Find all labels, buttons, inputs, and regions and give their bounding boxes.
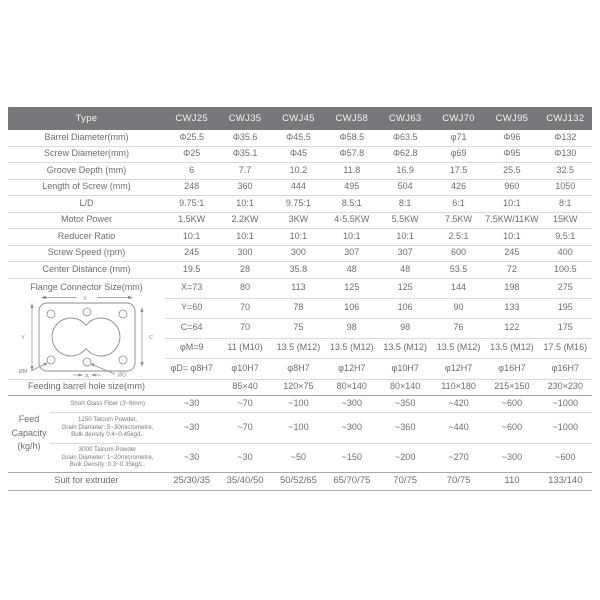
value-cell: 307 bbox=[397, 247, 413, 258]
column-header: CWJ132 bbox=[546, 113, 585, 124]
value-cell: 106 bbox=[397, 302, 413, 313]
column-header: CWJ45 bbox=[282, 113, 315, 124]
value-cell: 13.5 (M12) bbox=[276, 342, 321, 353]
value-cell: 10:1 bbox=[182, 230, 201, 241]
column-header: CWJ25 bbox=[175, 113, 209, 124]
value-cell: ~30 bbox=[237, 451, 253, 462]
flange-label-cell bbox=[8, 279, 165, 379]
value-cell: 13.5 (M12) bbox=[330, 342, 374, 353]
material-label bbox=[50, 396, 165, 412]
value-cell: 110 bbox=[504, 474, 520, 486]
value-cell: 110×180 bbox=[441, 381, 476, 392]
dim-c-label: C bbox=[148, 334, 153, 341]
value-cell: φ16H7 bbox=[551, 362, 579, 373]
value-cell: 1.5KW bbox=[178, 214, 206, 225]
value-cell: ~300 bbox=[341, 397, 362, 408]
value-cell: 100.5 bbox=[554, 263, 577, 274]
value-cell: 10:1 bbox=[343, 230, 361, 241]
value-cell: 300 bbox=[237, 247, 253, 258]
value-cell: 444 bbox=[290, 181, 306, 192]
value-cell: ~300 bbox=[341, 421, 362, 432]
dimension-c bbox=[140, 307, 143, 367]
row-label: Screw Diameter(mm) bbox=[43, 148, 129, 159]
row-label: Suit for extruder bbox=[54, 475, 119, 486]
value-cell: ~30 bbox=[184, 421, 200, 432]
value-cell: 2.5:1 bbox=[448, 230, 469, 241]
value-cell: 122 bbox=[504, 322, 520, 333]
feeding-barrel-row-host bbox=[8, 380, 592, 396]
value-cell: 275 bbox=[557, 282, 573, 293]
value-cell: 13.5 (M12) bbox=[383, 342, 427, 353]
value-cell: 5.5KW bbox=[391, 214, 419, 225]
value-cell: 2.2KW bbox=[231, 214, 259, 225]
value-cell: Φ35.1 bbox=[232, 148, 258, 159]
material-label-line: Short Glass Fiber (3~6mm) bbox=[70, 399, 145, 407]
value-cell: 504 bbox=[397, 181, 413, 192]
value-cell: 78 bbox=[293, 302, 304, 313]
material-label-line: 3000 Talcum Powder bbox=[78, 445, 137, 453]
row-label: Barrel Diameter(mm) bbox=[44, 131, 129, 142]
feed-capacity-row bbox=[50, 396, 592, 413]
value-cell: 426 bbox=[451, 181, 467, 192]
value-cell: Φ25.5 bbox=[179, 131, 205, 142]
material-label-line: Bulk Density: 0.3~0.35kg/L. bbox=[69, 461, 146, 469]
value-cell: 495 bbox=[344, 181, 360, 192]
value-cell: 98 bbox=[346, 322, 357, 333]
flange-row bbox=[165, 359, 592, 379]
value-cell: φ16H7 bbox=[498, 362, 526, 373]
value-cell: 6:1 bbox=[452, 197, 465, 208]
value-cell: Φ58.5 bbox=[339, 131, 365, 142]
value-cell: 9.75:1 bbox=[179, 197, 205, 208]
leader-hole-m bbox=[31, 362, 48, 371]
material-label bbox=[50, 413, 165, 443]
flange-row bbox=[165, 339, 592, 359]
value-cell: 10.2 bbox=[289, 164, 308, 175]
column-header: CWJ70 bbox=[442, 113, 475, 124]
value-cell: 13.5 (M12) bbox=[490, 342, 534, 353]
hole-m-label: ØM bbox=[18, 368, 27, 375]
value-cell: Y=60 bbox=[181, 302, 203, 313]
table-row bbox=[8, 229, 592, 246]
value-cell: 48 bbox=[400, 263, 411, 274]
value-cell: 7.5KW bbox=[445, 214, 473, 225]
value-cell: ~300 bbox=[501, 451, 523, 462]
value-cell: ~100 bbox=[288, 421, 309, 432]
value-cell: C=64 bbox=[180, 322, 203, 333]
value-cell: ~270 bbox=[448, 451, 469, 462]
value-cell: 3KW bbox=[288, 214, 309, 225]
value-cell: 245 bbox=[504, 247, 520, 258]
value-cell: ~70 bbox=[237, 421, 253, 432]
row-label: Length of Screw (mm) bbox=[42, 181, 131, 192]
value-cell: 120×75 bbox=[283, 381, 314, 392]
value-cell: Φ57.8 bbox=[339, 148, 365, 159]
value-cell: 11.8 bbox=[343, 164, 361, 175]
value-cell: Φ25 bbox=[183, 148, 201, 159]
value-cell: 10:1 bbox=[396, 230, 414, 241]
value-cell: Φ45.5 bbox=[286, 131, 311, 142]
material-label-line: 1250 Talcum Powder, bbox=[77, 415, 138, 423]
value-cell: ~1000 bbox=[552, 421, 578, 432]
value-cell: ~50 bbox=[290, 451, 307, 462]
value-cell: 13.5 (M12) bbox=[436, 342, 481, 353]
value-cell: 19.5 bbox=[182, 263, 201, 274]
value-cell: Φ96 bbox=[503, 131, 521, 142]
value-cell: 7.5KW/11KW bbox=[485, 214, 539, 225]
material-label-line: Grain Diameter: 5~30micrometre, bbox=[61, 423, 154, 431]
value-cell: Φ132 bbox=[554, 131, 577, 142]
spec-table bbox=[8, 107, 592, 491]
value-cell: 48 bbox=[346, 263, 357, 274]
value-cell: Φ95 bbox=[503, 148, 521, 159]
value-cell: 72 bbox=[506, 263, 517, 274]
value-cell: 25.5 bbox=[503, 164, 521, 175]
flange-connector-section bbox=[8, 279, 592, 380]
value-cell: ~30 bbox=[184, 451, 200, 462]
value-cell: 65/70/75 bbox=[333, 474, 371, 486]
value-cell: 195 bbox=[557, 302, 573, 313]
value-cell: 98 bbox=[400, 322, 411, 333]
value-cell: 76 bbox=[453, 322, 464, 333]
value-cell: 113 bbox=[291, 282, 306, 293]
value-cell: 4-5.5KW bbox=[334, 214, 370, 225]
table-header-row bbox=[8, 107, 592, 130]
value-cell: 245 bbox=[184, 247, 200, 258]
value-cell: 90 bbox=[453, 302, 464, 313]
feed-capacity-row bbox=[50, 444, 592, 472]
value-cell: Φ62.8 bbox=[392, 148, 418, 159]
value-cell: φ69 bbox=[450, 148, 467, 159]
value-cell: 80×140 bbox=[336, 381, 367, 392]
value-cell: ~420 bbox=[448, 397, 469, 408]
value-cell: 70 bbox=[240, 322, 251, 333]
dimension-x bbox=[41, 295, 133, 298]
value-cell: 75 bbox=[293, 322, 304, 333]
table-row bbox=[8, 180, 592, 197]
value-cell: ~30 bbox=[184, 397, 200, 408]
value-cell: 175 bbox=[557, 322, 573, 333]
value-cell: 35/40/50 bbox=[226, 474, 264, 486]
flange-diagram bbox=[15, 293, 159, 379]
value-cell: 7.7 bbox=[238, 164, 252, 175]
flange-row bbox=[165, 299, 592, 319]
row-label: Feeding barrel hole size(mm) bbox=[27, 381, 146, 392]
value-cell: 28 bbox=[240, 263, 251, 274]
hole-d-label: ØD bbox=[117, 372, 126, 378]
value-cell: 300 bbox=[290, 247, 306, 258]
table-row bbox=[8, 473, 592, 491]
value-cell: ~150 bbox=[341, 451, 362, 462]
value-cell: 215×150 bbox=[494, 381, 530, 392]
value-cell: ~360 bbox=[395, 421, 416, 432]
value-cell: φ71 bbox=[450, 131, 467, 142]
value-cell: 80 bbox=[240, 282, 251, 293]
value-cell: 144 bbox=[451, 282, 467, 293]
value-cell: Φ130 bbox=[554, 148, 577, 159]
value-cell: 25/30/35 bbox=[173, 474, 211, 486]
value-cell: 15KW bbox=[553, 214, 578, 225]
suit-row-host bbox=[8, 473, 592, 491]
value-cell: 6 bbox=[189, 164, 195, 175]
row-label: Groove Depth (mm) bbox=[46, 164, 127, 175]
value-cell: 32.5 bbox=[556, 164, 575, 175]
value-cell: X=73 bbox=[181, 282, 203, 293]
value-cell: 248 bbox=[184, 181, 200, 192]
column-header: CWJ63 bbox=[388, 113, 422, 124]
value-cell: ~350 bbox=[395, 397, 416, 408]
value-cell: φ8H7 bbox=[287, 362, 310, 373]
spec-rows bbox=[8, 130, 592, 279]
table-row bbox=[8, 262, 592, 279]
value-cell: 600 bbox=[451, 247, 467, 258]
value-cell: 16.9 bbox=[396, 164, 414, 175]
value-cell: 8:1 bbox=[398, 197, 412, 208]
dim-y-label: Y bbox=[20, 334, 25, 341]
feed-capacity-section bbox=[8, 396, 592, 473]
column-header: CWJ58 bbox=[335, 113, 369, 124]
flange-row bbox=[165, 279, 592, 299]
value-cell: 198 bbox=[504, 282, 520, 293]
dim-a-label: A bbox=[84, 373, 89, 379]
row-label: Center Distance (mm) bbox=[42, 263, 131, 274]
value-cell: 106 bbox=[344, 302, 360, 313]
value-cell: 10:1 bbox=[236, 197, 254, 208]
flange-row bbox=[165, 319, 592, 339]
value-cell: 9.5:1 bbox=[555, 230, 576, 241]
twin-bore-outline bbox=[51, 318, 119, 356]
table-row bbox=[8, 246, 592, 263]
value-cell: φ12H7 bbox=[444, 362, 473, 373]
leader-hole-d bbox=[90, 363, 115, 374]
row-label: Reducer Ratio bbox=[57, 230, 116, 241]
flange-section-title: Flange Connector Size(mm) bbox=[30, 281, 143, 292]
value-cell: 10:1 bbox=[503, 230, 521, 241]
value-cell: 10:1 bbox=[503, 197, 521, 208]
value-cell: 35.8 bbox=[289, 263, 308, 274]
material-label bbox=[50, 444, 165, 472]
value-cell: φ12H7 bbox=[338, 362, 366, 373]
material-label-line: Grain Diameter: 1~20micrometre, bbox=[61, 453, 154, 461]
value-cell: 80×140 bbox=[390, 381, 421, 392]
value-cell: 133/140 bbox=[548, 474, 583, 486]
value-cell: 8:1 bbox=[559, 197, 572, 208]
table-row bbox=[8, 213, 592, 230]
feed-capacity-label: Feed Capacity (kg/h) bbox=[11, 413, 47, 452]
value-cell: 17.5 bbox=[449, 164, 468, 175]
dim-x-label: X bbox=[82, 295, 87, 302]
row-label: L/D bbox=[79, 197, 94, 208]
material-label-line: Bulk density 0.4~0.45kg/L. bbox=[71, 431, 144, 439]
feed-capacity-rows bbox=[50, 396, 592, 472]
value-cell: Φ63.5 bbox=[392, 131, 418, 142]
value-cell: 70/75 bbox=[446, 474, 471, 486]
flange-plate-outline bbox=[39, 303, 135, 371]
value-cell: 85×40 bbox=[232, 381, 258, 392]
value-cell: 125 bbox=[397, 282, 413, 293]
value-cell: 307 bbox=[344, 247, 360, 258]
value-cell: 53.5 bbox=[449, 263, 468, 274]
value-cell: 10:1 bbox=[289, 230, 308, 241]
table-row bbox=[8, 163, 592, 180]
value-cell: 360 bbox=[237, 181, 253, 192]
feed-capacity-row bbox=[50, 413, 592, 444]
value-cell: ~600 bbox=[501, 421, 523, 432]
flange-rows bbox=[165, 279, 592, 379]
value-cell: 10:1 bbox=[236, 230, 254, 241]
row-label: Motor Power bbox=[60, 214, 113, 225]
value-cell: 11 (M10) bbox=[227, 342, 263, 353]
value-cell: ~600 bbox=[555, 451, 576, 462]
bolt-holes bbox=[47, 308, 127, 366]
value-cell: 8.5:1 bbox=[341, 197, 362, 208]
value-cell: ~1000 bbox=[552, 397, 578, 408]
value-cell: φM=9 bbox=[179, 342, 204, 353]
value-cell: 133 bbox=[504, 302, 520, 313]
value-cell: 50/52/65 bbox=[279, 474, 317, 486]
column-header: CWJ35 bbox=[228, 113, 262, 124]
value-cell: φ10H7 bbox=[391, 362, 419, 373]
column-header: CWJ95 bbox=[495, 113, 529, 124]
value-cell: 70 bbox=[240, 302, 251, 313]
value-cell: 1050 bbox=[555, 181, 576, 192]
column-header-type: Type bbox=[75, 113, 98, 124]
value-cell: Φ45 bbox=[289, 148, 308, 159]
table-row bbox=[8, 147, 592, 164]
value-cell: ~440 bbox=[448, 421, 469, 432]
value-cell: 17.5 (M16) bbox=[543, 342, 588, 353]
value-cell: φD= φ8H7 bbox=[170, 362, 213, 373]
value-cell: ~100 bbox=[288, 397, 309, 408]
table-row bbox=[8, 196, 592, 213]
dimension-y bbox=[30, 303, 33, 371]
value-cell: Φ35.6 bbox=[232, 131, 258, 142]
value-cell bbox=[165, 380, 218, 395]
value-cell: 70/75 bbox=[393, 474, 418, 486]
table-row bbox=[8, 380, 592, 396]
table-row bbox=[8, 130, 592, 147]
value-cell: ~200 bbox=[395, 451, 416, 462]
value-cell: ~70 bbox=[237, 397, 253, 408]
value-cell: 230×230 bbox=[547, 381, 583, 392]
value-cell: φ10H7 bbox=[231, 362, 259, 373]
value-cell: 9.75:1 bbox=[285, 197, 311, 208]
value-cell: ~600 bbox=[501, 397, 523, 408]
value-cell: 960 bbox=[504, 181, 520, 192]
value-cell: 400 bbox=[557, 247, 573, 258]
row-label: Screw Speed (rpm) bbox=[47, 247, 126, 258]
value-cell: 125 bbox=[344, 282, 360, 293]
